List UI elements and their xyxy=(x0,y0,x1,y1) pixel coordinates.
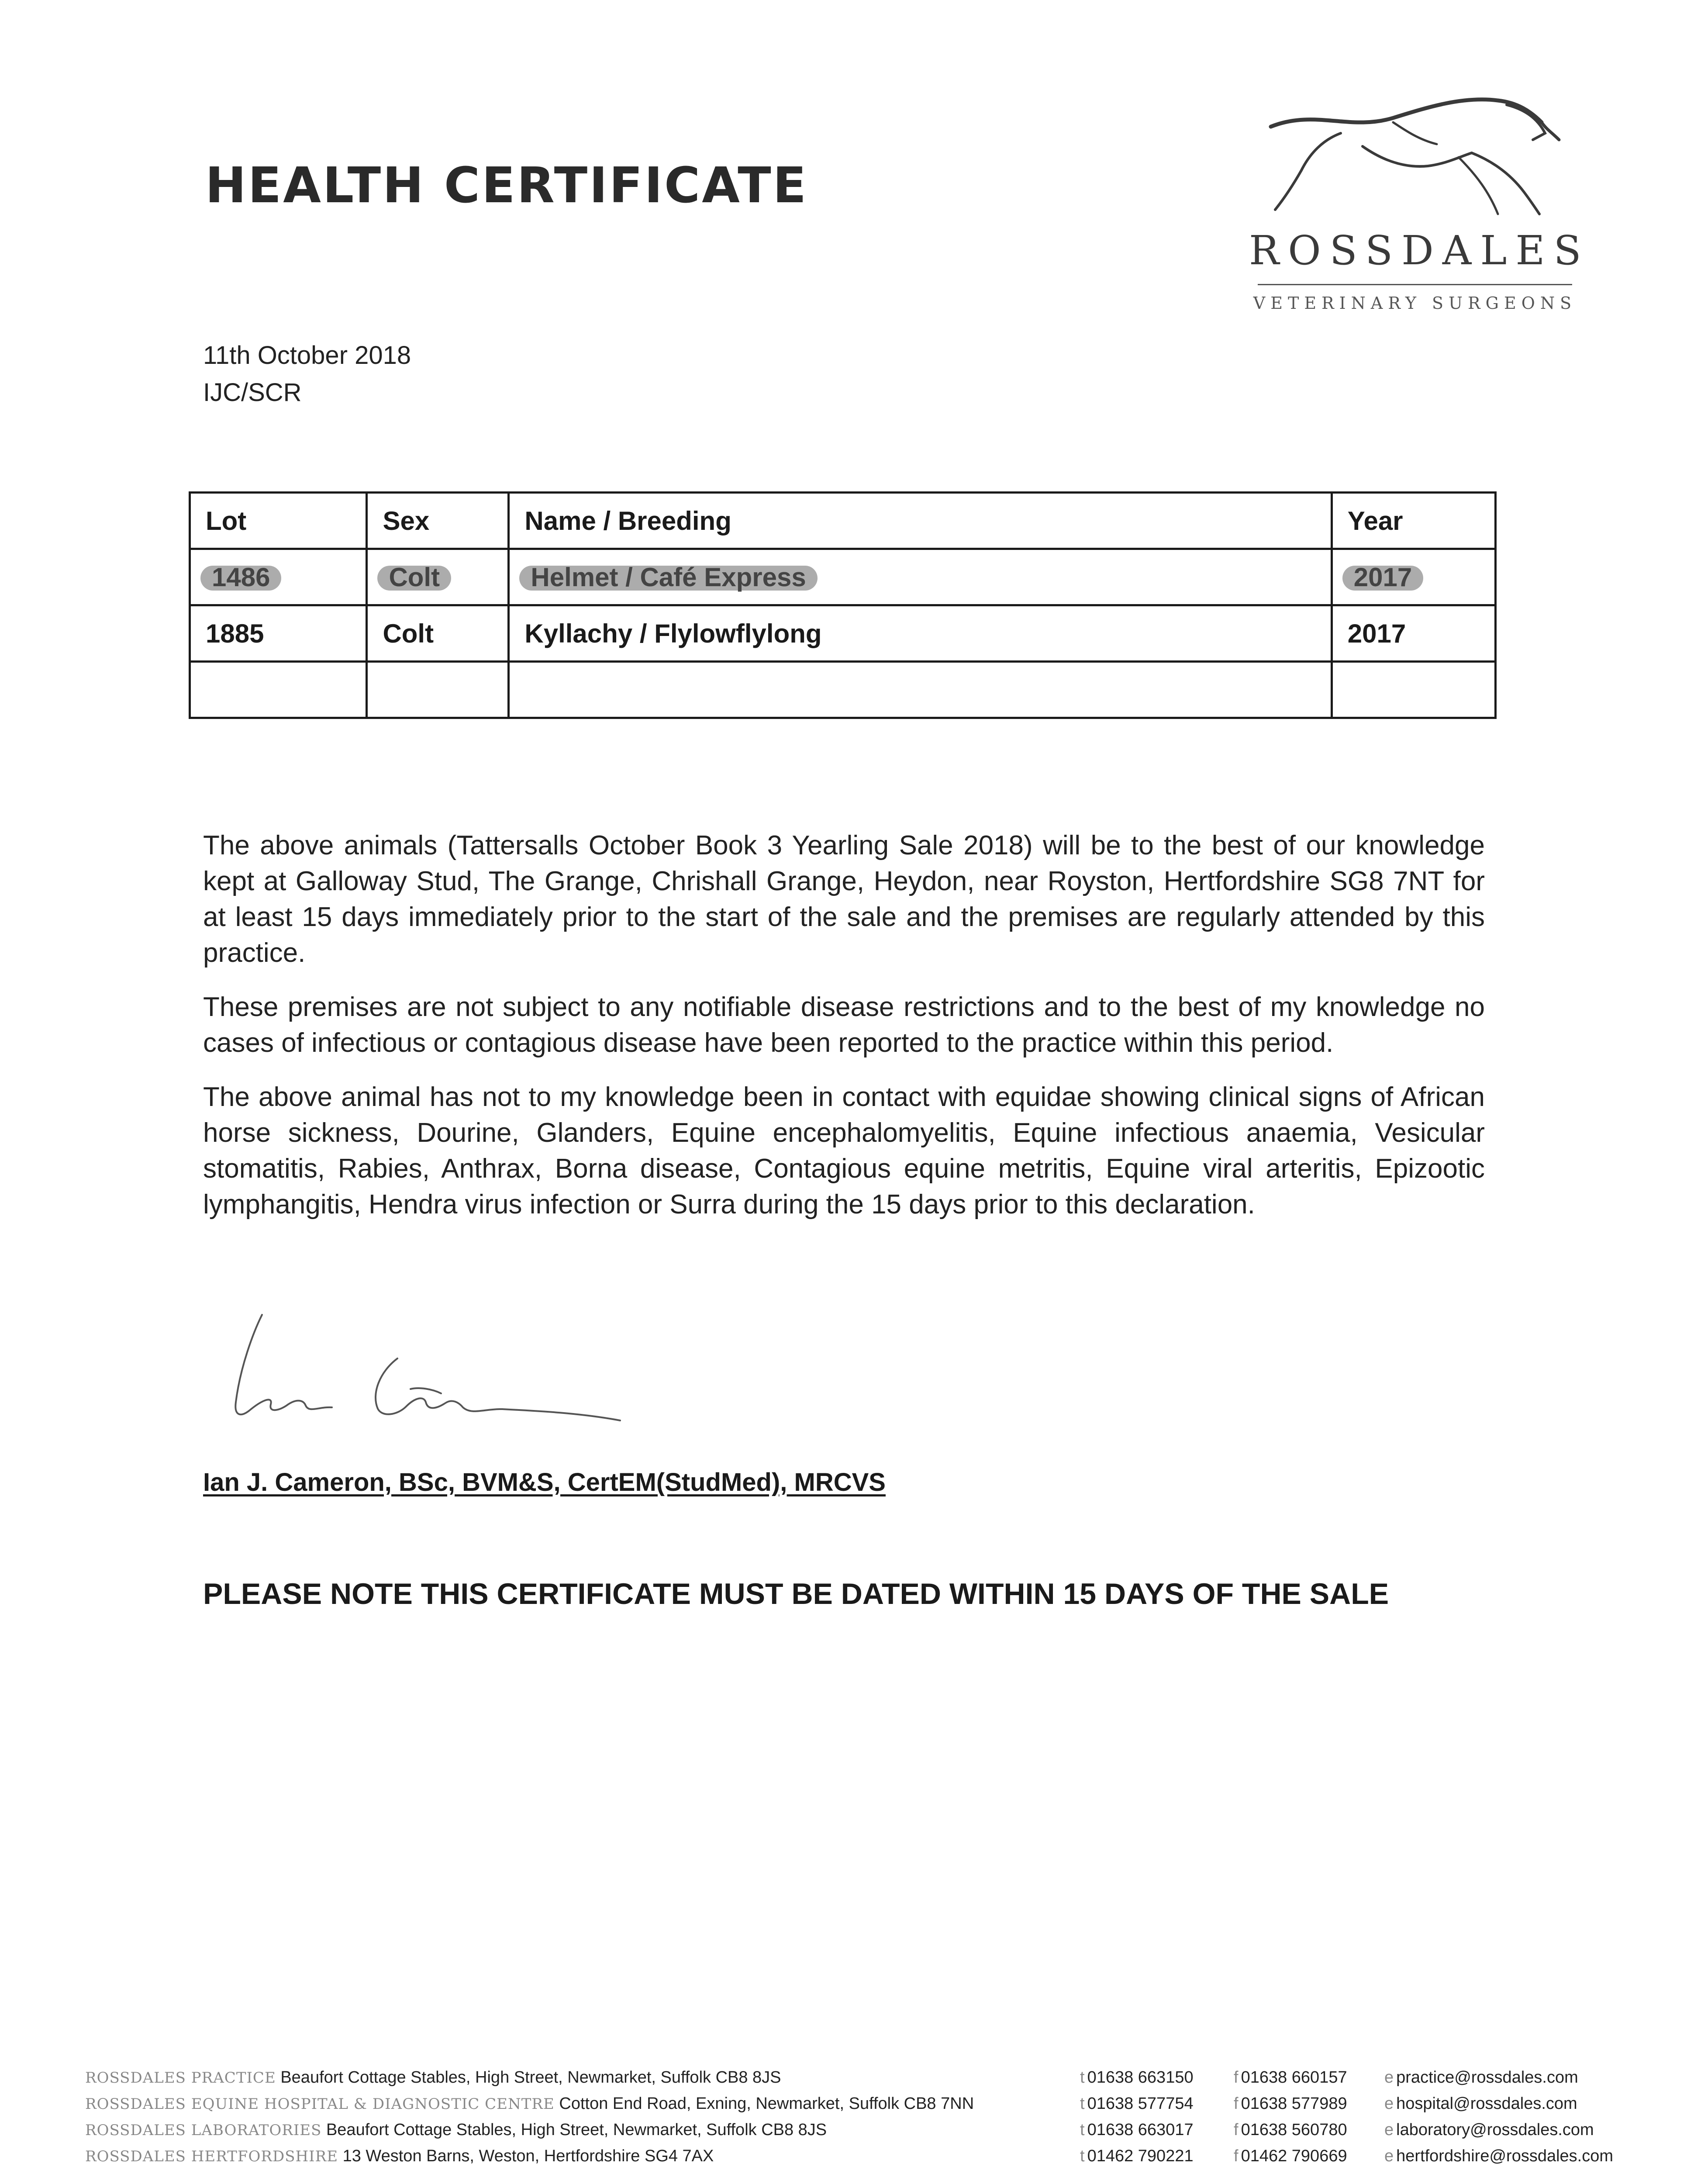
redaction-mark: Colt xyxy=(383,562,446,592)
contact-footer xyxy=(85,2068,1635,2173)
cell-name-breeding xyxy=(509,549,1332,605)
cell-sex: Colt xyxy=(367,605,509,662)
table-row xyxy=(190,605,1496,662)
footer-row-hertfordshire: ROSSDALES HERTFORDSHIRE 13 Weston Barns, Weston, Hertfordshire SG4 7AX t 01462 790221 f 01462 790669 e hertfordshire@rossdales.com xyxy=(85,2147,1614,2165)
dating-notice: PLEASE NOTE THIS CERTIFICATE MUST BE DATED WITHIN 15 DAYS OF THE SALE xyxy=(203,1577,1389,1610)
paragraph-premises: The above animals (Tattersalls October Book 3 Yearling Sale 2018) will be to the best of our knowledge kept at Galloway Stud, The Grange, Chrishall Grange, Heydon, near Royston, Hertfordshire SG8 7NT for at least 15 days immediately prior to the start of the sale and the premises are regularly attended by this practice. xyxy=(203,830,1485,968)
column-header-lot: Lot xyxy=(190,493,367,549)
rossdales-logo xyxy=(1249,92,1590,328)
footer-row-practice: ROSSDALES PRACTICE Beaufort Cottage Stables, High Street, Newmarket, Suffolk CB8 8JS t 01638 663150 f 01638 660157 e practice@rossdales.com xyxy=(85,2068,1578,2087)
cell-sex xyxy=(367,662,509,718)
column-header-year: Year xyxy=(1332,493,1495,549)
lots-table xyxy=(189,491,1497,719)
redaction-mark: Helmet / Café Express xyxy=(524,562,812,592)
footer-row-laboratories: ROSSDALES LABORATORIES Beaufort Cottage Stables, High Street, Newmarket, Suffolk CB8 8JS t 01638 663017 f 01638 560780 e laboratory@rossdales.com xyxy=(85,2121,1594,2139)
column-header-name-breeding: Name / Breeding xyxy=(509,493,1332,549)
galloping-horse-icon xyxy=(1262,92,1568,218)
cell-sex xyxy=(367,549,509,605)
cell-lot xyxy=(190,662,367,718)
signatory-name: Ian J. Cameron, BSc, BVM&S, CertEM(StudMed), MRCVS xyxy=(203,1468,886,1496)
cell-lot: 1885 xyxy=(190,605,367,662)
column-header-sex: Sex xyxy=(367,493,509,549)
document-title: HEALTH CERTIFICATE xyxy=(205,157,808,214)
redaction-mark: 1486 xyxy=(206,562,276,592)
paragraph-restrictions: These premises are not subject to any notifiable disease restrictions and to the best of my knowledge no cases of infectious or contagious disease have been reported to the practice within this period. xyxy=(203,992,1485,1058)
logo-wordmark: ROSSDALES xyxy=(1249,227,1590,274)
table-row xyxy=(190,549,1496,605)
cell-year: 2017 xyxy=(1332,605,1495,662)
cell-year xyxy=(1332,662,1495,718)
redaction-mark: 2017 xyxy=(1348,562,1418,592)
footer-row-hospital: ROSSDALES EQUINE HOSPITAL & DIAGNOSTIC CENTRE Cotton End Road, Exning, Newmarket, Suffolk CB8 7NN t 01638 577754 f 01638 577989 e hospital@rossdales.com xyxy=(85,2094,1577,2113)
logo-subtitle: VETERINARY SURGEONS xyxy=(1253,294,1577,313)
table-row xyxy=(190,662,1496,718)
certificate-date: 11th October 2018 xyxy=(203,341,411,370)
handwritten-signature xyxy=(205,1306,633,1450)
paragraph-diseases: The above animal has not to my knowledge been in contact with equidae showing clinical signs of African horse sickness, Dourine, Glanders, Equine encephalomyelitis, Equine infectious anaemia, Vesicular stomatitis, Rabies, Anthrax, Borna disease, Contagious equine metritis, Equine viral arteritis, Epizootic lymphangitis, Hendra virus infection or Surra during the 15 days prior to this declaration. xyxy=(203,1082,1485,1220)
certificate-body xyxy=(203,828,1485,1241)
reference-code: IJC/SCR xyxy=(203,378,302,407)
cell-year xyxy=(1332,549,1495,605)
cell-lot xyxy=(190,549,367,605)
table-header-row xyxy=(190,493,1496,549)
cell-name-breeding: Kyllachy / Flylowflylong xyxy=(509,605,1332,662)
logo-divider xyxy=(1258,284,1572,285)
cell-name-breeding xyxy=(509,662,1332,718)
